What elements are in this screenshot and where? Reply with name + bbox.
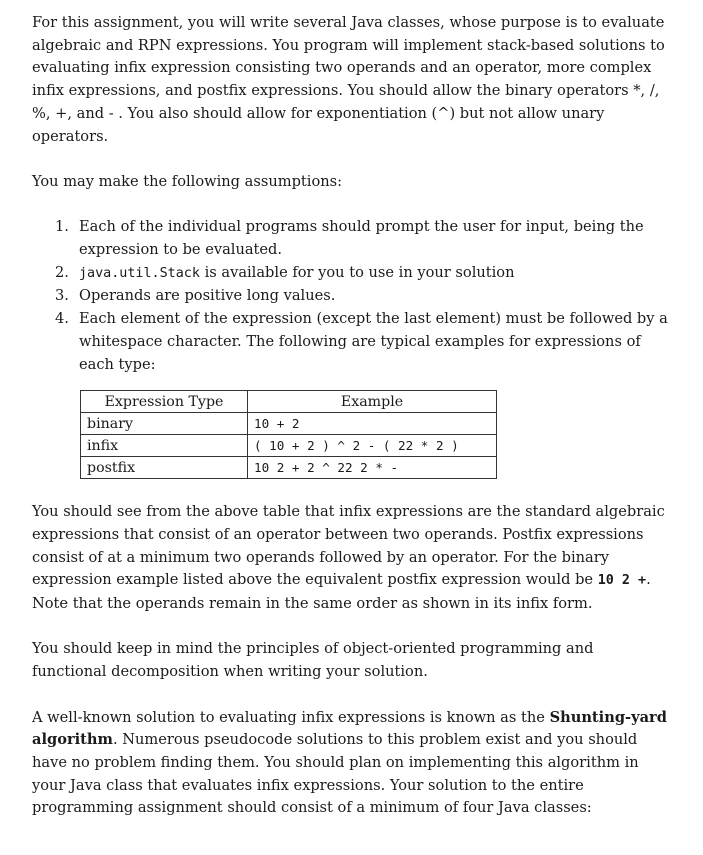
list-item-text: Each of the individual programs should prompt the user for input, being the expression to be evaluated.	[79, 218, 644, 258]
paragraph-text: A well-known solution to evaluating infix expressions is known as the	[32, 708, 550, 726]
shunting-yard-paragraph	[32, 707, 672, 821]
paragraph-text: . Numerous pseudocode solutions to this problem exist and you should have no problem finding them. You should plan on implementing this algorithm in your Java class that evaluates infix expressions. Your solution to the entire programming assignment should consist of a minimum of four Java classes:	[32, 731, 639, 817]
table-header-cell: Example	[248, 391, 497, 413]
table-cell-example: ( 10 + 2 ) ^ 2 - ( 22 * 2 )	[248, 435, 497, 457]
assumptions-lead: You may make the following assumptions:	[32, 172, 343, 190]
table-header-row	[81, 391, 497, 413]
oop-paragraph: You should keep in mind the principles of object-oriented programming and functional decomposition when writing your solution.	[32, 640, 594, 681]
list-item-text: Operands are positive long values.	[79, 287, 336, 305]
list-item-number: 4.	[55, 310, 69, 328]
paragraph-text: . Note that the operands remain in the same order as shown in its infix form.	[32, 571, 651, 613]
list-item-number: 3.	[55, 287, 69, 305]
table-cell-type: postfix	[81, 457, 248, 479]
list-item-text: Each element of the expression (except the last element) must be followed by a whitespace character. The following are typical examples for expressions of each type:	[79, 310, 668, 373]
paragraph-text: You should see from the above table that infix expressions are the standard algebraic expressions that consist of an operator between two operands. Postfix expressions consist of at a minimum two operands followed by an operator. For the binary expression example listed above the equivalent postfix expression would be	[32, 503, 665, 589]
table-cell-type: infix	[81, 435, 248, 457]
list-item	[32, 308, 672, 376]
table-header-cell: Expression Type	[81, 391, 248, 413]
list-item	[32, 285, 672, 308]
table-cell-example: 10 2 + 2 ^ 22 2 * -	[248, 457, 497, 479]
assumptions-list-wrap	[32, 216, 672, 376]
list-item-code: java.util.Stack	[79, 265, 200, 281]
expression-table	[80, 390, 497, 479]
inline-code: 10 2 +	[597, 573, 647, 589]
bold-term: Shunting-yard algorithm	[32, 708, 667, 749]
list-item-text: is available for you to use in your solution	[199, 263, 515, 281]
intro-paragraph: For this assignment, you will write several Java classes, whose purpose is to evaluate algebraic and RPN expressions. You program will implement stack-based solutions to evaluating infix expression consisting two operands and an operator, more complex infix expressions, and postfix expressions. You should allow the binary operators *, /, %, +, and - . You also should allow for exponentiation (^) but not allow unary operators.	[32, 14, 665, 145]
table-explanation-paragraph	[32, 501, 672, 616]
table-row	[81, 413, 497, 435]
table-cell-example: 10 + 2	[248, 413, 497, 435]
table-cell-type: binary	[81, 413, 248, 435]
table-row	[81, 435, 497, 457]
table-row	[81, 457, 497, 479]
list-item	[32, 262, 672, 286]
list-item	[32, 216, 672, 261]
document-page	[32, 12, 672, 843]
assumptions-list	[32, 216, 672, 376]
list-item-number: 1.	[55, 218, 69, 236]
list-item-number: 2.	[55, 263, 69, 281]
